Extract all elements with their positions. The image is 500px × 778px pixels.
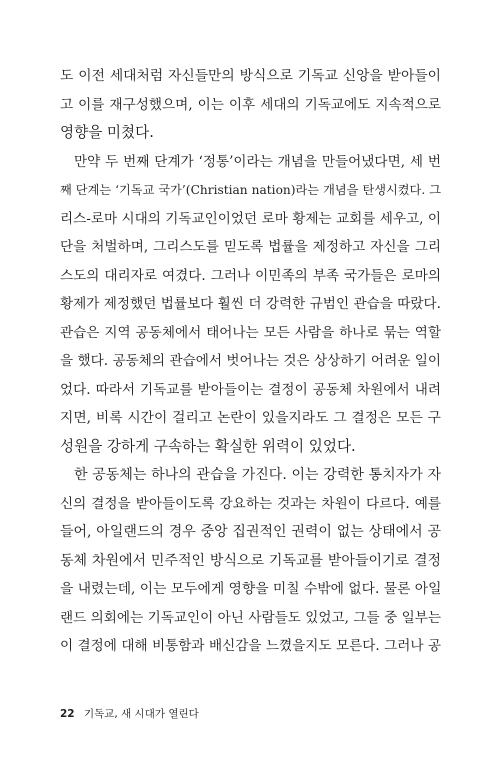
text-line: 한 공동체는 하나의 관습을 가진다. 이는 강력한 통치자가 자 bbox=[74, 467, 441, 483]
running-title: 기독교, 새 시대가 열린다 bbox=[83, 708, 199, 720]
text-line: 관습은 지역 공동체에서 태어나는 모든 사람을 하나로 묶는 역할 bbox=[60, 324, 441, 341]
text-line: 었다. 따라서 기독교를 받아들이는 결정이 공동체 차원에서 내려 bbox=[60, 381, 441, 398]
text-line: 지면, 비록 시간이 걸리고 논란이 있을지라도 그 결정은 모든 구 bbox=[60, 410, 441, 426]
text-line: 단을 처벌하며, 그리스도를 믿도록 법률을 제정하고 자신을 그리 bbox=[60, 239, 441, 255]
text-line: 황제가 제정했던 법률보다 훨씬 더 강력한 규범인 관습을 따랐다. bbox=[60, 296, 441, 312]
text-line: 영향을 미쳤다. bbox=[60, 124, 154, 141]
text-line: 이 결정에 대해 비통함과 배신감을 느꼈을지도 모른다. 그러나 공 bbox=[60, 638, 441, 654]
text-line: 들어, 아일랜드의 경우 중앙 집권적인 권력이 없는 상태에서 공 bbox=[60, 524, 441, 540]
page-number: 22 bbox=[60, 708, 75, 720]
paragraph bbox=[60, 148, 441, 462]
page-body bbox=[60, 62, 441, 661]
text-line: 랜드 의회에는 기독교인이 아닌 사람들도 있었고, 그들 중 일부는 bbox=[60, 609, 441, 626]
text-line: 리스-로마 시대의 기독교인이었던 로마 황제는 교회를 세우고, 이 bbox=[60, 210, 441, 227]
text-line: 스도의 대리자로 여겼다. 그러나 이민족의 부족 국가들은 로마의 bbox=[60, 267, 441, 284]
text-line: 고 이를 재구성했으며, 이는 이후 세대의 기독교에도 지속적으로 bbox=[60, 96, 441, 113]
paragraph bbox=[60, 62, 441, 148]
text-line: 신의 결정을 받아들이도록 강요하는 것과는 차원이 다르다. 예를 bbox=[60, 495, 441, 512]
text-line: 째 단계는 ‘기독교 국가’(Christian nation)라는 개념을 탄생시켰다. 그 bbox=[60, 183, 441, 197]
text-line: 을 했다. 공동체의 관습에서 벗어나는 것은 상상하기 어려운 일이 bbox=[60, 353, 441, 369]
text-line: 을 내렸는데, 이는 모두에게 영향을 미칠 수밖에 없다. 물론 아일 bbox=[60, 581, 442, 597]
text-line: 도 이전 세대처럼 자신들만의 방식으로 기독교 신앙을 받아들이 bbox=[60, 68, 441, 84]
paragraph bbox=[60, 461, 441, 661]
text-line: 만약 두 번째 단계가 ‘정통’이라는 개념을 만들어냈다면, 세 번 bbox=[74, 153, 441, 170]
text-line: 성원을 강하게 구속하는 확실한 위력이 있었다. bbox=[60, 437, 356, 455]
page-footer bbox=[60, 706, 199, 721]
text-line: 동체 차원에서 민주적인 방식으로 기독교를 받아들이기로 결정 bbox=[60, 552, 441, 569]
